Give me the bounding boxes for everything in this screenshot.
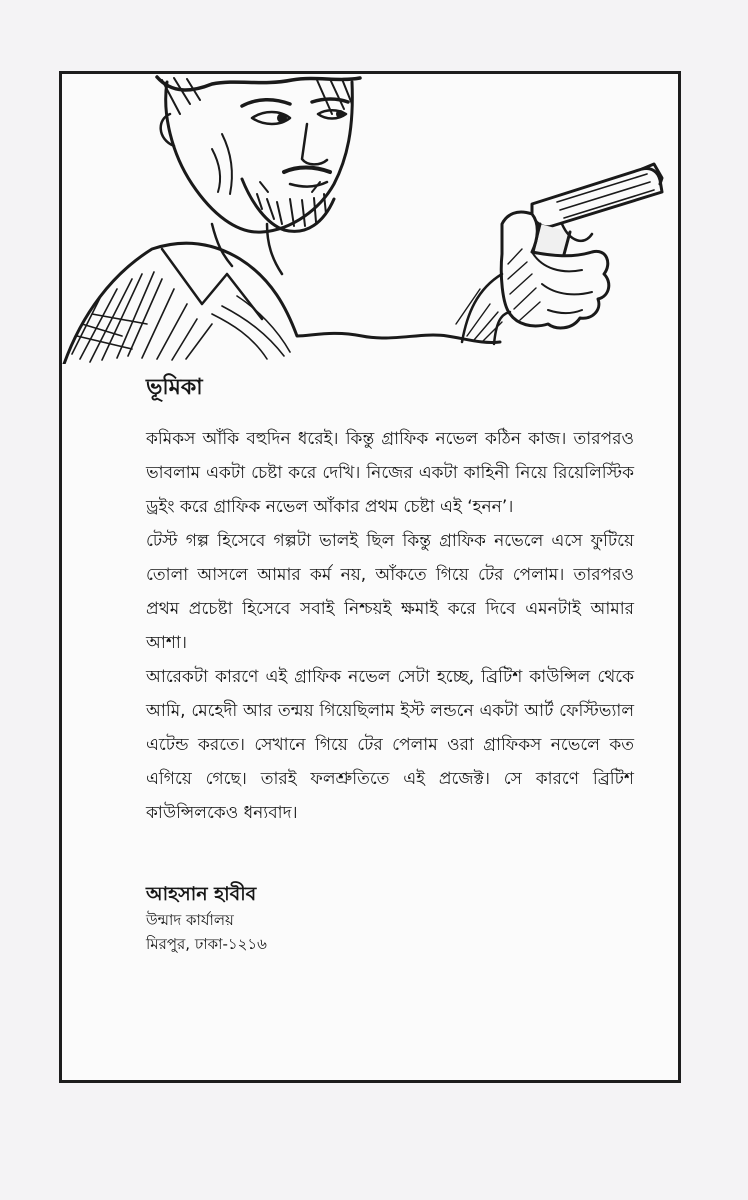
mouth <box>290 182 327 186</box>
preface-title: ভূমিকা <box>146 375 203 400</box>
gun-slide <box>532 169 662 227</box>
pupil-left <box>277 113 287 123</box>
cheek-lines <box>212 134 232 194</box>
author-address: মিরপুর, ঢাকা-১২১৬ <box>146 935 267 953</box>
nose <box>302 124 327 164</box>
author-organization: উন্মাদ কার্যালয় <box>146 911 234 929</box>
signature-block <box>146 880 606 956</box>
preface-paragraph: কমিকস আঁকি বহুদিন ধরেই। কিন্তু গ্রাফিক নভেল কঠিন কাজ। তারপরও ভাবলাম একটা চেষ্টা করে দেখি। নিজের একটা কাহিনী নিয়ে রিয়েলিস্টিক ড্রইং করে গ্রাফিক নভেল আঁকার প্রথম চেষ্টা এই ‘হনন’। <box>146 429 634 517</box>
eyebrow-right <box>312 99 348 102</box>
chest-hatching <box>72 272 212 362</box>
shirt-scribble <box>212 296 290 359</box>
page-frame <box>59 71 681 1083</box>
preface-paragraph: আরেকটা কারণে এই গ্রাফিক নভেল সেটা হচ্ছে, ব্রিটিশ কাউন্সিল থেকে আমি, মেহেদী আর তন্ময় গিয়েছিলাম ইস্ট লন্ডনে একটা আর্ট ফেস্টিভ্যাল এটেন্ড করতে। সেখানে গিয়ে টের পেলাম ওরা গ্রাফিকস নভেলে কত এগিয়ে গেছে। তারই ফলশ্রুতিতে এই প্রজেক্ট। সে কারণে ব্রিটিশ কাউন্সিলকেও ধন্যবাদ। <box>146 667 634 823</box>
eyebrow-left <box>242 100 290 106</box>
pupil-right <box>336 110 344 118</box>
mustache <box>284 168 330 173</box>
gunman-illustration <box>62 74 678 364</box>
preface-body <box>146 422 634 830</box>
shoulder-line <box>64 243 500 364</box>
author-name: আহসান হাবীব <box>146 883 257 905</box>
beard <box>242 179 334 231</box>
preface-paragraph: টেস্ট গল্প হিসেবে গল্পটা ভালই ছিল কিন্তু গ্রাফিক নভেলে এসে ফুটিয়ে তোলা আসলে আমার কর্ম নয়, আঁকতে গিয়ে টের পেলাম। তারপরও প্রথম প্রচেষ্টা হিসেবে সবাই নিশ্চয়ই ক্ষমাই করে দিবে এমনটাই আমার আশা। <box>146 531 634 653</box>
collar <box>162 249 262 319</box>
